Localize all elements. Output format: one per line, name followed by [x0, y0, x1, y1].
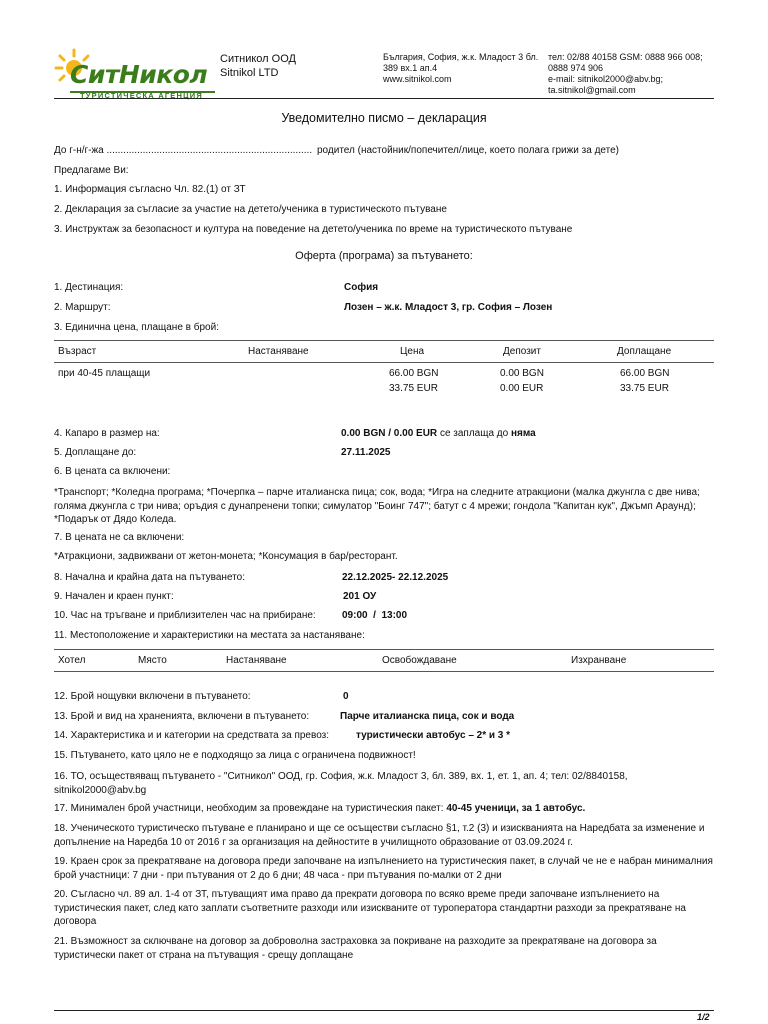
destination-value: София — [344, 282, 379, 293]
item-15: 15. Пътуването, като цяло не е подходящо за лица с ограничена подвижност! — [54, 750, 416, 761]
price-bgn: 66.00 BGN — [389, 368, 439, 379]
intro-item-1: 1. Информация съгласно Чл. 82.(1) от ЗТ — [54, 184, 246, 195]
item-20: 20. Съгласно чл. 89 ал. 1-4 от ЗТ, пътуващият има право да прекрати договора по всяко време преди започване изпълнението на туристическия пакет, след като заплати съответните разходи или изискваните от туроператора стандартни разходи за прекратяване на договора — [54, 889, 686, 927]
intro-item-3: 3. Инструктаж за безопасност и култура на поведение на детето/ученика по време на туристическото пътуване — [54, 224, 573, 235]
deposit-bgn: 0.00 BGN — [500, 368, 544, 379]
item-16: 16. ТО, осъществяващ пътуването - "Ситникол" ООД, гр. София, ж.к. Младост 3, бл. 389, вх. 1, ет. 1, ап. 4; тел: 02/8840158, sitnikol2000@abv.bg — [54, 771, 628, 796]
dates-value: 22.12.2025- 22.12.2025 — [342, 572, 449, 583]
hours-value: 09:00 / 13:00 — [342, 610, 408, 621]
deposit-value: 0.00 BGN / 0.00 EUR — [341, 428, 438, 439]
unit-price-label: 3. Единична цена, плащане в брой: — [54, 322, 219, 333]
item-17-label: 17. Минимален брой участници, необходим за провеждане на туристическия пакет: — [54, 803, 444, 814]
contact-email-1[interactable]: e-mail: sitnikol2000@abv.bg; — [548, 74, 664, 84]
nights-value: 0 — [343, 691, 349, 702]
col-header-meals: Изхранване — [571, 655, 627, 666]
deposit-value-line — [341, 428, 536, 439]
col-header-price: Цена — [400, 346, 425, 357]
col-header-extra: Доплащане — [617, 346, 672, 357]
included-label: 6. В цената са включени: — [54, 466, 171, 477]
deposit-eur: 0.00 EUR — [500, 383, 544, 394]
extra-payment-value: 27.11.2025 — [341, 447, 391, 458]
page-title: Уведомително писмо – декларация — [281, 111, 487, 125]
intro-item-2: 2. Декларация за съгласие за участие на детето/ученика в туристическото пътуване — [54, 204, 447, 215]
col-header-hotel: Хотел — [58, 655, 86, 666]
included-text: *Транспорт; *Коледна програма; *Почерпка – парче италианска пица; сок, вода; *Игра на следните атракциони (малка джунгла с две нива; голяма джунгла с три нива; оръдия с дунапренени топки; симулатор "Боинг 747"; батут с 4 мрежи; гондола "Капитан кук", Джъмп Араунд); *Подарък от Дядо Коледа. — [54, 487, 700, 525]
col-header-deposit: Депозит — [503, 346, 541, 357]
col-header-check-in: Настаняване — [226, 655, 287, 666]
transport-value: туристически автобус – 2* и 3 * — [356, 730, 511, 741]
route-value: Лозен – ж.к. Младост 3, гр. София – Лозен — [344, 302, 553, 313]
meals-value: Парче италианска пица, сок и вода — [340, 711, 515, 722]
col-header-place: Място — [138, 655, 167, 666]
contact-line-2: 0888 974 906 — [548, 63, 604, 73]
we-offer-text: Предлагаме Ви: — [54, 165, 129, 176]
item-21: 21. Възможност за сключване на договор за доброволна застраховка за покриване на разходите за прекратяване на договора за туристически пакет от страна на пътуващия - срещу доплащане — [54, 936, 657, 961]
col-header-check-out: Освобождаване — [382, 655, 457, 666]
transport-label: 14. Характеристика и и категории на средствата за превоз: — [54, 730, 329, 741]
offer-title: Оферта (програма) за пътуването: — [295, 250, 473, 262]
col-header-age: Възраст — [58, 346, 97, 357]
route-label: 2. Маршрут: — [54, 302, 111, 313]
price-eur: 33.75 EUR — [389, 383, 438, 394]
point-label: 9. Начален и краен пункт: — [54, 591, 174, 602]
contact-line-1: тел: 02/88 40158 GSM: 0888 966 008; — [548, 52, 703, 62]
point-value: 201 ОУ — [343, 591, 377, 602]
address-line-1: България, София, ж.к. Младост 3 бл. — [383, 52, 539, 62]
nights-label: 12. Брой нощувки включени в пътуването: — [54, 691, 251, 702]
company-name-en: Sitnikol LTD — [220, 67, 279, 79]
logo-wordmark: СитНикол — [70, 60, 208, 89]
to-line-prefix: До г-н/г-жа .......................................................................... — [54, 145, 313, 156]
accommodation-label: 11. Местоположение и характеристики на местата за настаняване: — [54, 630, 365, 641]
item-19: 19. Краен срок за прекратяване на договора преди започване на изпълнението на туристическия пакет, в случай че не е набран минималния брой участници: 7 дни - при пътувания от 2 до 6 дни; 48 часа - при пътувания по-малки от 2 дни — [54, 856, 713, 881]
company-name-bg: Ситникол ООД — [220, 53, 296, 65]
not-included-text: *Атракциони, задвижвани от жетон-монета; *Консумация в бар/ресторант. — [54, 551, 398, 562]
destination-label: 1. Дестинация: — [54, 282, 124, 293]
item-18: 18. Ученическото туристическо пътуване е планирано и ще се осъществи съгласно §1, т.2 (3) и изискванията на Наредбата за изменение и допълнение на Наредба 10 от 2016 г за организация на дейностите в училищното образование от 03.09.2024 г. — [54, 823, 705, 848]
dates-label: 8. Начална и крайна дата на пътуването: — [54, 572, 245, 583]
meals-label: 13. Брой и вид на храненията, включени в пътуването: — [54, 711, 310, 722]
deposit-label: 4. Капаро в размер на: — [54, 428, 160, 439]
address-line-2: 389 вх.1 ап.4 — [383, 63, 438, 73]
deposit-due-value: няма — [510, 428, 536, 439]
logo-tagline: ТУРИСТИЧЕСКА АГЕНЦИЯ — [80, 91, 203, 100]
contact-email-2[interactable]: ta.sitnikol@gmail.com — [548, 85, 636, 95]
footer-divider — [54, 1010, 714, 1011]
to-line-suffix: родител (настойник/попечител/лице, което полага грижи за дете) — [317, 145, 620, 156]
item-17-value: 40-45 ученици, за 1 автобус. — [446, 803, 586, 814]
extra-payment-label: 5. Доплащане до: — [54, 447, 137, 458]
item-17-line — [54, 803, 585, 814]
not-included-label: 7. В цената не са включени: — [54, 532, 185, 543]
extra-eur: 33.75 EUR — [620, 383, 669, 394]
deposit-due-text: се заплаща до — [439, 428, 509, 439]
header-divider — [54, 98, 714, 99]
row-label: при 40-45 плащащи — [58, 368, 151, 379]
extra-bgn: 66.00 BGN — [620, 368, 670, 379]
hours-label: 10. Час на тръгване и приблизителен час на прибиране: — [54, 610, 316, 621]
page-number: 1/2 — [697, 1012, 710, 1022]
website-link[interactable]: www.sitnikol.com — [383, 74, 452, 84]
col-header-accommodation: Настаняване — [248, 346, 309, 357]
